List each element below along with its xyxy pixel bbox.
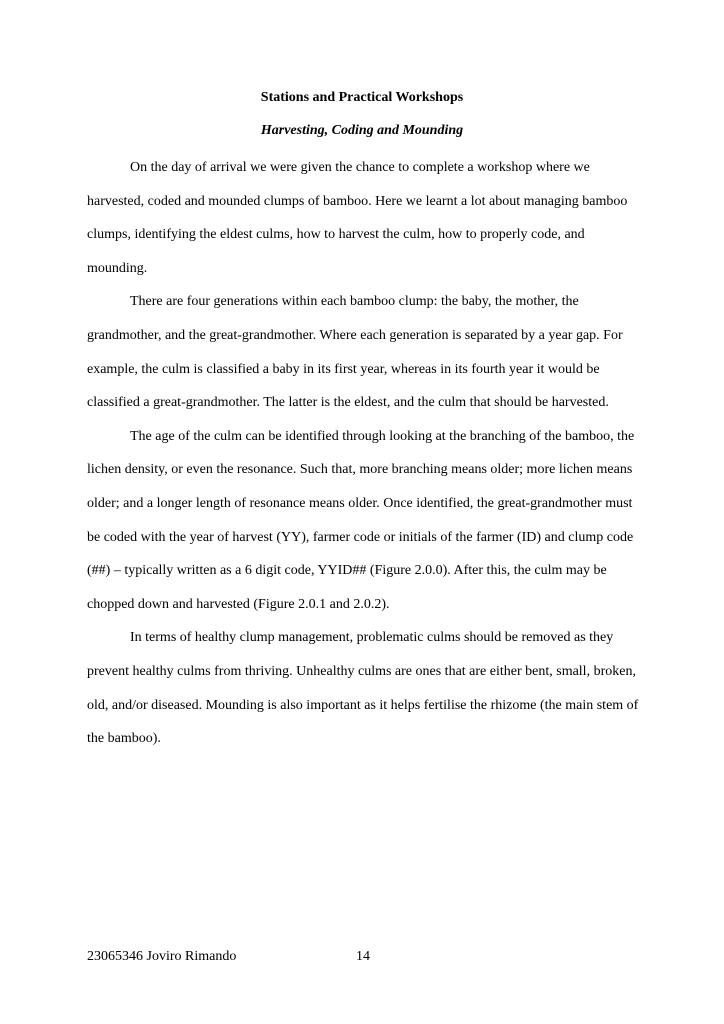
paragraph-1: On the day of arrival we were given the chance to complete a workshop where we harvested, coded and mounded clumps of bamboo. Here we learnt a lot about managing bamboo clumps, identifying the eldest culms, how to harvest the culm, how to properly code, and mounding. [87, 160, 628, 276]
paragraph-4: In terms of healthy clump management, problematic culms should be removed as they prevent healthy culms from thriving. Unhealthy culms are ones that are either bent, small, broken, old, and/or diseased. Mounding is also important as it helps fertilise the rhizome (the main stem of the bamboo). [87, 630, 639, 747]
footer-author: 23065346 Joviro Rimando [87, 949, 237, 964]
body-text [87, 151, 642, 756]
page-number: 14 [356, 949, 370, 964]
paragraph-3: The age of the culm can be identified through looking at the branching of the bamboo, the lichen density, or even the resonance. Such that, more branching means older; more lichen means older; and a longer length of resonance means older. Once identified, the great-grandmother must be coded with the year of harvest (YY), farmer code or initials of the farmer (ID) and clump code (##) – typically written as a 6 digit code, YYID## (Figure 2.0.0). After this, the culm may be chopped down and harvested (Figure 2.0.1 and 2.0.2). [87, 428, 635, 612]
section-heading: Stations and Practical Workshops [260, 90, 464, 105]
subsection-heading: Harvesting, Coding and Mounding [260, 123, 464, 138]
paragraph-2: There are four generations within each bamboo clump: the baby, the mother, the grandmother, and the great-grandmother. Where each generation is separated by a year gap. For example, the culm is classified a baby in its first year, whereas in its fourth year it would be classified a great-grandmother. The latter is the eldest, and the culm that should be harvested. [87, 294, 623, 411]
